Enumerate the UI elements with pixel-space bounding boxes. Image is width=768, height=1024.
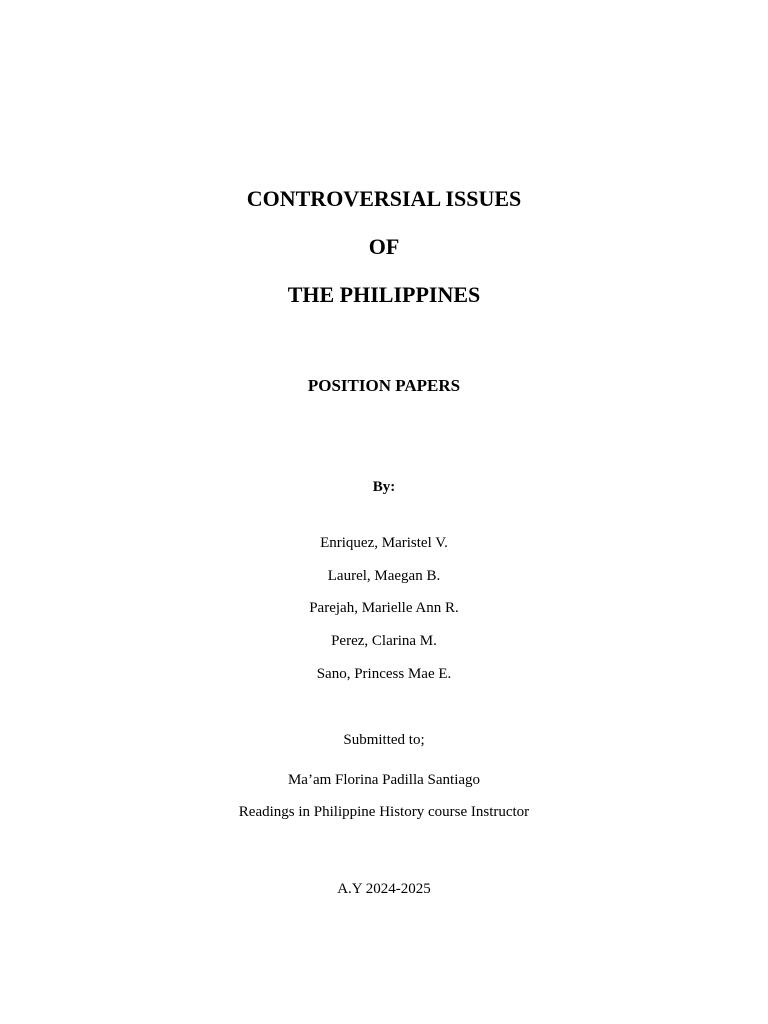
academic-year: A.Y 2024-2025 — [337, 881, 431, 897]
author-name: Sano, Princess Mae E. — [316, 666, 452, 682]
instructor-name: Ma’am Florina Padilla Santiago — [287, 772, 481, 788]
instructor-role: Readings in Philippine History course Instructor — [238, 804, 530, 820]
title-line-2: OF — [368, 234, 400, 259]
author-name: Parejah, Marielle Ann R. — [309, 600, 459, 616]
submitted-to-label: Submitted to; — [343, 732, 425, 748]
document-subtitle: POSITION PAPERS — [307, 376, 461, 395]
author-name: Perez, Clarina M. — [331, 633, 437, 649]
title-line-3: THE PHILIPPINES — [287, 282, 481, 307]
author-name: Laurel, Maegan B. — [327, 568, 441, 584]
by-label: By: — [372, 479, 396, 495]
title-line-1: CONTROVERSIAL ISSUES — [246, 186, 522, 211]
author-name: Enriquez, Maristel V. — [320, 535, 448, 551]
